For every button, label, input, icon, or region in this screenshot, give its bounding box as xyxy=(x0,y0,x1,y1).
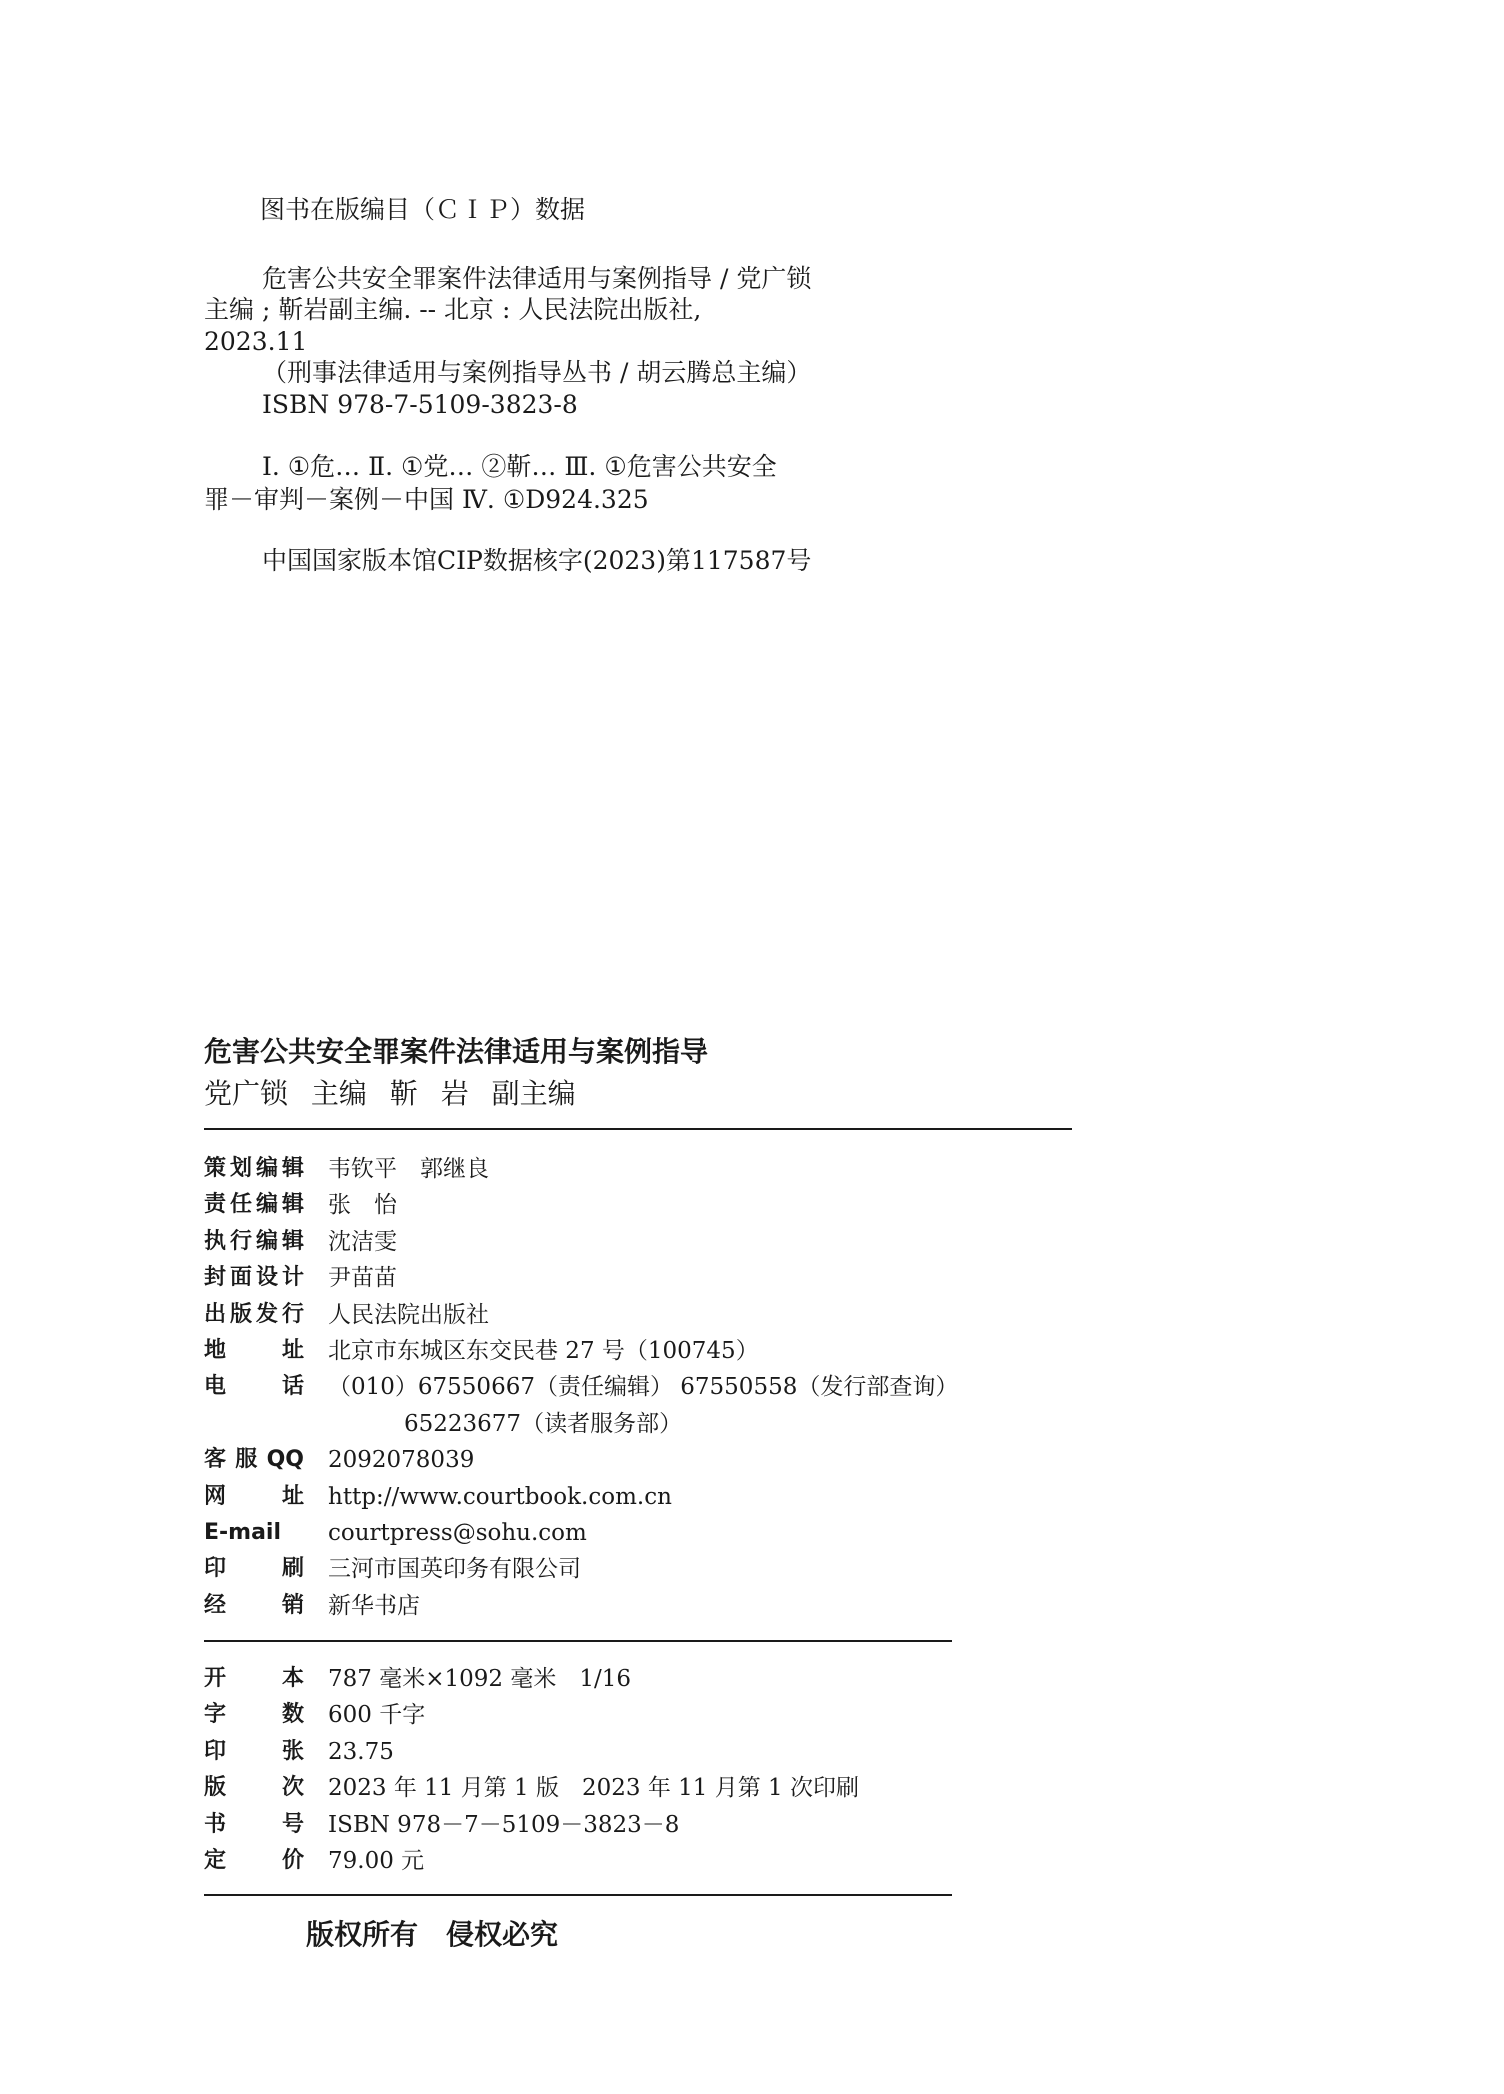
book-title: 危害公共安全罪案件法律适用与案例指导 xyxy=(204,1035,709,1068)
credit-label: 封面设计 xyxy=(204,1265,304,1291)
spec-value: 23.75 xyxy=(328,1738,394,1765)
spec-value: 787 毫米×1092 毫米 1/16 xyxy=(328,1666,631,1692)
credit-value: 沈洁雯 xyxy=(328,1228,397,1255)
spec-label: 定价 xyxy=(204,1848,304,1873)
credit-value: 韦钦平 郭继良 xyxy=(328,1156,489,1182)
credit-label: 经销 xyxy=(204,1592,304,1618)
cip-approval-line: 中国国家版本馆CIP数据核字(2023)第117587号 xyxy=(262,546,812,575)
credit-label: 地址 xyxy=(204,1338,304,1363)
spec-label: 版次 xyxy=(204,1775,304,1801)
spec-label: 印张 xyxy=(204,1738,304,1764)
spec-label: 开本 xyxy=(204,1666,304,1691)
spec-value: 79.00 元 xyxy=(328,1848,425,1874)
cip-class-line-2: 罪－审判－案例－中国 Ⅳ. ①D924.325 xyxy=(204,485,649,514)
credit-value: 人民法院出版社 xyxy=(328,1301,489,1328)
credit-value: http://www.courtbook.com.cn xyxy=(328,1483,672,1510)
copyright-notice: 版权所有 侵权必究 xyxy=(306,1918,559,1951)
cip-class-line-1: Ⅰ. ①危… Ⅱ. ①党… ②靳… Ⅲ. ①危害公共安全 xyxy=(262,452,777,481)
divider-bottom xyxy=(204,1894,952,1896)
credit-value: 新华书店 xyxy=(328,1592,420,1619)
credit-value: courtpress@sohu.com xyxy=(328,1520,587,1546)
credit-value: 65223677（读者服务部） xyxy=(404,1410,683,1437)
spec-value: ISBN 978－7－5109－3823－8 xyxy=(328,1811,680,1838)
cip-entry-line-3: 2023.11 xyxy=(204,327,308,356)
cip-heading: 图书在版编目（ＣＩＰ）数据 xyxy=(260,195,586,224)
credit-label: 执行编辑 xyxy=(204,1228,304,1254)
divider-top xyxy=(204,1128,1072,1130)
spec-label: 字数 xyxy=(204,1702,304,1728)
cip-isbn-line: ISBN 978-7-5109-3823-8 xyxy=(262,390,578,419)
credit-value: （010）67550667（责任编辑） 67550558（发行部查询） xyxy=(328,1374,959,1401)
divider-middle xyxy=(204,1640,952,1642)
cip-entry-line-2: 主编 ; 靳岩副主编. -- 北京 : 人民法院出版社, xyxy=(204,295,702,324)
credit-label: 出版发行 xyxy=(204,1301,304,1327)
cip-series-line: （刑事法律适用与案例指导丛书 / 胡云腾总主编） xyxy=(262,358,812,387)
spec-value: 600 千字 xyxy=(328,1702,426,1729)
credit-label: 客服QQ xyxy=(204,1447,304,1473)
credit-value: 2092078039 xyxy=(328,1447,475,1474)
credit-label: 策划编辑 xyxy=(204,1156,304,1181)
book-editors: 党广锁 主编 靳 岩 副主编 xyxy=(204,1077,576,1110)
credit-value: 三河市国英印务有限公司 xyxy=(328,1556,581,1583)
credit-label: 网址 xyxy=(204,1483,304,1509)
credit-value: 北京市东城区东交民巷 27 号（100745） xyxy=(328,1338,759,1364)
credit-value: 尹苗苗 xyxy=(328,1265,397,1292)
credit-label: 印刷 xyxy=(204,1556,304,1582)
spec-label: 书号 xyxy=(204,1811,304,1837)
credit-label: 电话 xyxy=(204,1374,304,1400)
spec-value: 2023 年 11 月第 1 版 2023 年 11 月第 1 次印刷 xyxy=(328,1775,859,1802)
cip-entry-line-1: 危害公共安全罪案件法律适用与案例指导 / 党广锁 xyxy=(262,264,812,293)
credit-label: E-mail xyxy=(204,1520,282,1545)
credit-label: 责任编辑 xyxy=(204,1192,304,1218)
credit-value: 张 怡 xyxy=(328,1192,397,1219)
